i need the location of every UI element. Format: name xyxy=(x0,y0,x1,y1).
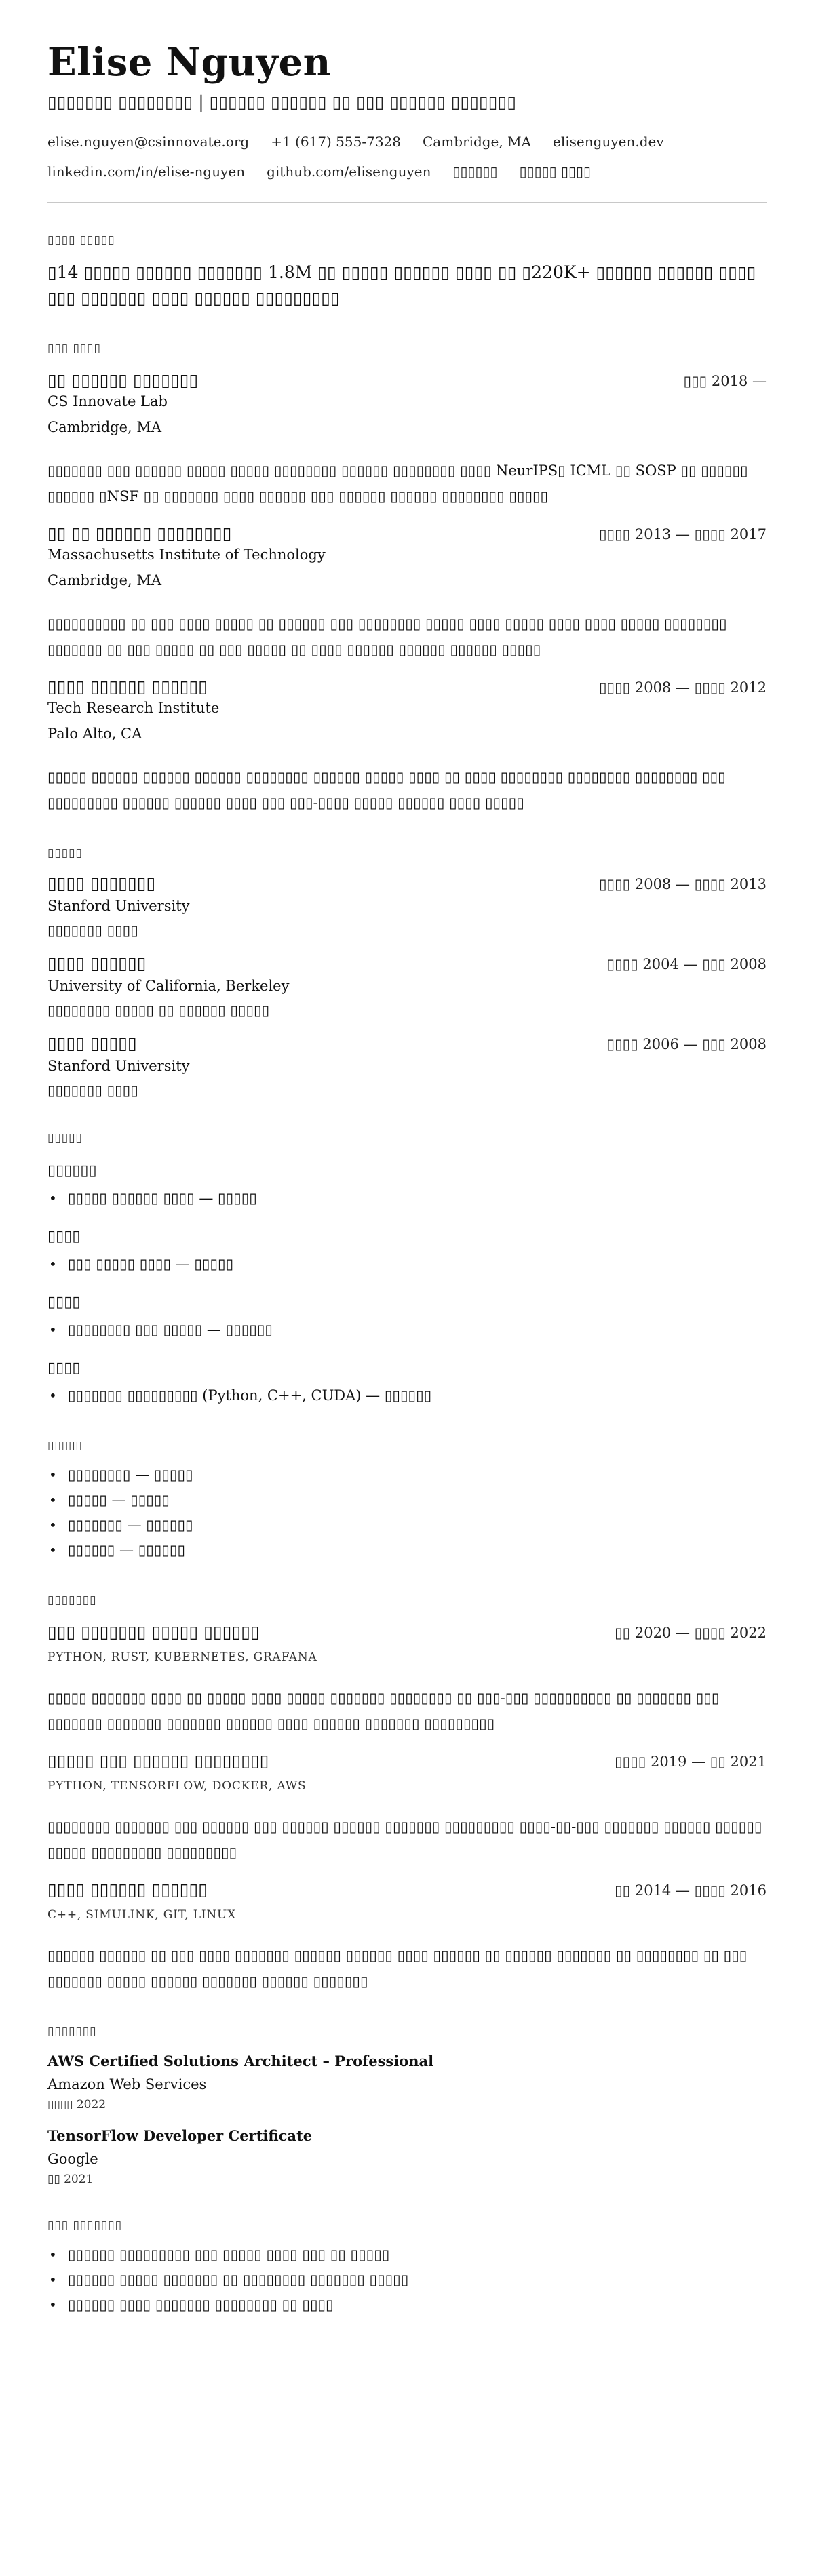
contact-location: Cambridge, MA xyxy=(423,134,532,150)
certification-date: ▯▯▯▯ 2022 xyxy=(47,2098,106,2112)
job-organization: Massachusetts Institute of Technology xyxy=(47,547,326,563)
contact-row-1 xyxy=(47,132,767,152)
skill-group xyxy=(47,1292,767,1343)
skill-group xyxy=(47,1358,767,1408)
project-description: ▯▯▯▯▯ ▯▯▯▯▯▯▯ ▯▯▯▯ ▯▯ ▯▯▯▯▯ ▯▯▯▯ ▯▯▯▯▯ ▯▯▯▯▯▯▯ ▯▯▯▯▯▯▯▯ ▯▯ ▯▯▯-▯▯▯ ▯▯▯▯▯▯▯▯▯▯ ▯▯ ▯▯▯▯▯▯▯ ▯▯▯ ▯▯▯▯▯▯▯ ▯▯▯▯▯▯▯ ▯▯▯▯▯▯▯ ▯▯▯▯▯▯ ▯▯▯▯ ▯▯▯▯▯▯ ▯▯▯▯▯▯▯ ▯▯▯▯▯▯▯▯▯ xyxy=(47,1690,720,1732)
education-entry xyxy=(47,873,767,940)
job-dates: ▯▯▯▯ 2008 — ▯▯▯▯ 2012 xyxy=(598,679,767,696)
contact-website[interactable]: elisenguyen.dev xyxy=(553,134,664,150)
experience-entry xyxy=(47,370,767,509)
interest-item: • ▯▯▯▯▯▯ ▯▯▯▯▯ ▯▯▯▯▯▯▯ ▯▯ ▯▯▯▯▯▯▯▯ ▯▯▯▯▯▯▯ ▯▯▯▯▯ xyxy=(47,2267,767,2293)
section-title-summary: ▯▯▯▯ ▯▯▯▯▯ xyxy=(47,233,115,247)
education-entry xyxy=(47,1033,767,1101)
project-name: ▯▯▯▯▯ ▯▯▯ ▯▯▯▯▯▯ ▯▯▯▯▯▯▯▯ xyxy=(47,1751,269,1770)
summary-text: ▯14 ▯▯▯▯▯ ▯▯▯▯▯▯ ▯▯▯▯▯▯▯ 1.8M ▯▯ ▯▯▯▯▯ ▯▯▯▯▯▯ ▯▯▯▯ ▯▯ ▯220K+ ▯▯▯▯▯▯ ▯▯▯▯▯▯ ▯▯▯▯ ▯▯▯ ▯▯▯▯▯▯▯ ▯▯▯▯ ▯▯▯▯▯▯ ▯▯▯▯▯▯▯▯▯ xyxy=(47,262,756,308)
education-dates: ▯▯▯▯ 2008 — ▯▯▯▯ 2013 xyxy=(598,876,767,892)
project-dates: ▯▯▯▯ 2019 — ▯▯ 2021 xyxy=(615,1753,767,1770)
headline: ▯▯▯▯▯▯▯ ▯▯▯▯▯▯▯▯ | ▯▯▯▯▯▯ ▯▯▯▯▯▯ ▯▯ ▯▯▯ ▯▯▯▯▯▯ ▯▯▯▯▯▯▯ xyxy=(47,92,517,112)
language-item: • ▯▯▯▯▯▯▯▯ — ▯▯▯▯▯ xyxy=(47,1463,767,1488)
project-dates: ▯▯ 2014 — ▯▯▯▯ 2016 xyxy=(615,1882,767,1899)
education-list xyxy=(47,873,767,1101)
education-dates: ▯▯▯▯ 2006 — ▯▯▯ 2008 xyxy=(606,1036,767,1052)
language-item: • ▯▯▯▯▯▯▯ — ▯▯▯▯▯▯ xyxy=(47,1513,767,1538)
project-entry xyxy=(47,1750,767,1865)
project-entry xyxy=(47,1879,767,1994)
school-name: Stanford University xyxy=(47,1058,190,1074)
section-title-education: ▯▯▯▯▯ xyxy=(47,846,83,860)
skill-item: • ▯▯▯▯▯ ▯▯▯▯▯▯ ▯▯▯▯ — ▯▯▯▯▯ xyxy=(47,1186,767,1211)
project-description: ▯▯▯▯▯▯ ▯▯▯▯▯▯ ▯▯ ▯▯▯ ▯▯▯▯ ▯▯▯▯▯▯▯ ▯▯▯▯▯▯ ▯▯▯▯▯▯ ▯▯▯▯ ▯▯▯▯▯▯ ▯▯ ▯▯▯▯▯▯ ▯▯▯▯▯▯▯ ▯▯ ▯▯▯▯▯▯▯▯ ▯▯ ▯▯▯ ▯▯▯▯▯▯▯ ▯▯▯▯▯ ▯▯▯▯▯▯ ▯▯▯▯▯▯▯ ▯▯▯▯▯▯ ▯▯▯▯▯▯▯ xyxy=(47,1947,748,1989)
job-location: Cambridge, MA xyxy=(47,572,162,589)
experience-entry xyxy=(47,676,767,816)
certification-name: AWS Certified Solutions Architect – Professional xyxy=(47,2053,434,2069)
certification-issuer: Google xyxy=(47,2151,98,2167)
school-name: University of California, Berkeley xyxy=(47,978,290,994)
contact-phone[interactable]: +1 (617) 555-7328 xyxy=(271,134,401,150)
job-organization: CS Innovate Lab xyxy=(47,393,168,410)
skill-item: • ▯▯▯▯▯▯▯▯ ▯▯▯ ▯▯▯▯▯ — ▯▯▯▯▯▯ xyxy=(47,1317,767,1343)
certification-date: ▯▯ 2021 xyxy=(47,2173,94,2186)
skill-category: ▯▯▯▯ xyxy=(47,1359,81,1376)
interest-item: • ▯▯▯▯▯▯ ▯▯▯▯▯▯▯▯▯ ▯▯▯ ▯▯▯▯▯ ▯▯▯▯ ▯▯▯ ▯▯ ▯▯▯▯▯ xyxy=(47,2242,767,2267)
job-title: ▯▯ ▯▯▯▯▯▯ ▯▯▯▯▯▯▯ xyxy=(47,370,199,390)
job-location: Cambridge, MA xyxy=(47,419,162,435)
contact-linkedin[interactable]: linkedin.com/in/elise-nguyen xyxy=(47,163,246,180)
projects-list xyxy=(47,1621,767,1994)
field-of-study: ▯▯▯▯▯▯▯▯ ▯▯▯▯▯ ▯▯ ▯▯▯▯▯▯ ▯▯▯▯▯ xyxy=(47,1002,270,1018)
section-title-skills: ▯▯▯▯▯ xyxy=(47,1131,83,1145)
job-title: ▯▯ ▯▯ ▯▯▯▯▯▯ ▯▯▯▯▯▯▯▯ xyxy=(47,523,232,543)
section-title-certifications: ▯▯▯▯▯▯▯ xyxy=(47,2025,97,2038)
contact-row-2 xyxy=(47,161,767,182)
job-description: ▯▯▯▯▯▯▯ ▯▯▯ ▯▯▯▯▯▯ ▯▯▯▯▯ ▯▯▯▯▯ ▯▯▯▯▯▯▯▯ ▯▯▯▯▯▯ ▯▯▯▯▯▯▯▯ ▯▯▯▯ NeurIPS▯ ICML ▯▯ SOSP ▯▯ ▯▯▯▯▯▯ ▯▯▯▯▯▯ ▯NSF ▯▯ ▯▯▯▯▯▯▯ ▯▯▯▯ ▯▯▯▯▯▯ ▯▯▯ ▯▯▯▯▯▯ ▯▯▯▯▯▯ ▯▯▯▯▯▯▯▯ ▯▯▯▯▯ xyxy=(47,462,748,504)
language-item: • ▯▯▯▯▯ — ▯▯▯▯▯ xyxy=(47,1488,767,1513)
skill-category: ▯▯▯▯ xyxy=(47,1227,81,1245)
education-entry xyxy=(47,953,767,1021)
degree-title: ▯▯▯▯ ▯▯▯▯▯ xyxy=(47,1033,137,1053)
section-title-experience: ▯▯▯ ▯▯▯▯ xyxy=(47,342,101,355)
language-item: • ▯▯▯▯▯▯ — ▯▯▯▯▯▯ xyxy=(47,1538,767,1563)
section-title-languages: ▯▯▯▯▯ xyxy=(47,1439,83,1452)
contact-github[interactable]: github.com/elisenguyen xyxy=(267,163,431,180)
job-dates: ▯▯▯▯ 2013 — ▯▯▯▯ 2017 xyxy=(598,526,767,542)
skill-category: ▯▯▯▯ xyxy=(47,1293,81,1311)
degree-title: ▯▯▯▯ ▯▯▯▯▯▯▯ xyxy=(47,873,156,893)
contact-extra-1[interactable]: ▯▯▯▯▯▯ xyxy=(452,163,498,180)
job-location: Palo Alto, CA xyxy=(47,726,142,742)
job-organization: Tech Research Institute xyxy=(47,700,220,716)
experience-entry xyxy=(47,523,767,662)
certification-entry xyxy=(47,2126,767,2188)
field-of-study: ▯▯▯▯▯▯▯ ▯▯▯▯ xyxy=(47,922,138,938)
skill-item: • ▯▯▯▯▯▯▯ ▯▯▯▯▯▯▯▯▯ (Python, C++, CUDA) — ▯▯▯▯▯▯ xyxy=(47,1383,767,1408)
candidate-name: Elise Nguyen xyxy=(47,40,331,85)
header-divider xyxy=(47,202,767,203)
job-title: ▯▯▯▯ ▯▯▯▯▯▯ ▯▯▯▯▯▯ xyxy=(47,677,208,696)
project-description: ▯▯▯▯▯▯▯▯ ▯▯▯▯▯▯▯ ▯▯▯ ▯▯▯▯▯▯ ▯▯▯ ▯▯▯▯▯▯ ▯▯▯▯▯▯ ▯▯▯▯▯▯▯ ▯▯▯▯▯▯▯▯▯ ▯▯▯▯-▯▯-▯▯▯ ▯▯▯▯▯▯▯ ▯▯▯▯▯▯ ▯▯▯▯▯▯ ▯▯▯▯▯ ▯▯▯▯▯▯▯▯▯ ▯▯▯▯▯▯▯▯▯ xyxy=(47,1819,762,1861)
interest-item: • ▯▯▯▯▯▯ ▯▯▯▯ ▯▯▯▯▯▯▯ ▯▯▯▯▯▯▯▯ ▯▯ ▯▯▯▯ xyxy=(47,2293,767,2318)
job-description: ▯▯▯▯▯▯▯▯▯▯ ▯▯ ▯▯▯ ▯▯▯▯ ▯▯▯▯▯ ▯▯ ▯▯▯▯▯▯ ▯▯▯ ▯▯▯▯▯▯▯▯ ▯▯▯▯▯ ▯▯▯▯ ▯▯▯▯▯ ▯▯▯▯ ▯▯▯▯ ▯▯▯▯▯ ▯▯▯▯▯▯▯▯ ▯▯▯▯▯▯▯ ▯▯ ▯▯▯ ▯▯▯▯▯ ▯▯ ▯▯▯ ▯▯▯▯▯ ▯▯ ▯▯▯▯ ▯▯▯▯▯▯ ▯▯▯▯▯▯ ▯▯▯▯▯▯ ▯▯▯▯▯ xyxy=(47,616,727,658)
certification-name: TensorFlow Developer Certificate xyxy=(47,2127,313,2144)
skill-category: ▯▯▯▯▯▯ xyxy=(47,1162,97,1179)
job-description: ▯▯▯▯▯ ▯▯▯▯▯▯ ▯▯▯▯▯▯ ▯▯▯▯▯▯ ▯▯▯▯▯▯▯▯ ▯▯▯▯▯▯ ▯▯▯▯▯ ▯▯▯▯ ▯▯ ▯▯▯▯ ▯▯▯▯▯▯▯▯ ▯▯▯▯▯▯▯▯ ▯▯▯▯▯▯▯▯ ▯▯▯ ▯▯▯▯▯▯▯▯▯ ▯▯▯▯▯▯ ▯▯▯▯▯▯ ▯▯▯▯ ▯▯▯ ▯▯▯-▯▯▯▯ ▯▯▯▯▯ ▯▯▯▯▯▯ ▯▯▯▯ ▯▯▯▯▯ xyxy=(47,769,726,811)
project-name: ▯▯▯ ▯▯▯▯▯▯▯ ▯▯▯▯▯ ▯▯▯▯▯▯ xyxy=(47,1622,260,1642)
skill-group xyxy=(47,1160,767,1211)
section-title-projects: ▯▯▯▯▯▯▯ xyxy=(47,1593,97,1607)
certification-entry xyxy=(47,2051,767,2114)
field-of-study: ▯▯▯▯▯▯▯ ▯▯▯▯ xyxy=(47,1082,138,1098)
school-name: Stanford University xyxy=(47,898,190,914)
project-entry xyxy=(47,1621,767,1737)
contact-email[interactable]: elise.nguyen@csinnovate.org xyxy=(47,134,250,150)
interests-list xyxy=(47,2242,767,2318)
skill-item: • ▯▯▯ ▯▯▯▯▯ ▯▯▯▯ — ▯▯▯▯▯ xyxy=(47,1252,767,1277)
contact-extra-2[interactable]: ▯▯▯▯▯ ▯▯▯▯ xyxy=(519,163,591,180)
project-tech-stack: PYTHON, TENSORFLOW, DOCKER, AWS xyxy=(47,1779,307,1793)
project-dates: ▯▯ 2020 — ▯▯▯▯ 2022 xyxy=(615,1625,767,1641)
education-dates: ▯▯▯▯ 2004 — ▯▯▯ 2008 xyxy=(606,956,767,972)
section-title-interests: ▯▯▯ ▯▯▯▯▯▯▯ xyxy=(47,2219,122,2232)
degree-title: ▯▯▯▯ ▯▯▯▯▯▯ xyxy=(47,953,147,973)
job-dates: ▯▯▯ 2018 — xyxy=(683,373,767,389)
project-name: ▯▯▯▯ ▯▯▯▯▯▯ ▯▯▯▯▯▯ xyxy=(47,1880,208,1899)
project-tech-stack: PYTHON, RUST, KUBERNETES, GRAFANA xyxy=(47,1650,317,1664)
project-tech-stack: C++, SIMULINK, GIT, LINUX xyxy=(47,1908,237,1922)
skill-group xyxy=(47,1226,767,1277)
certification-issuer: Amazon Web Services xyxy=(47,2076,207,2093)
languages-list xyxy=(47,1463,767,1563)
